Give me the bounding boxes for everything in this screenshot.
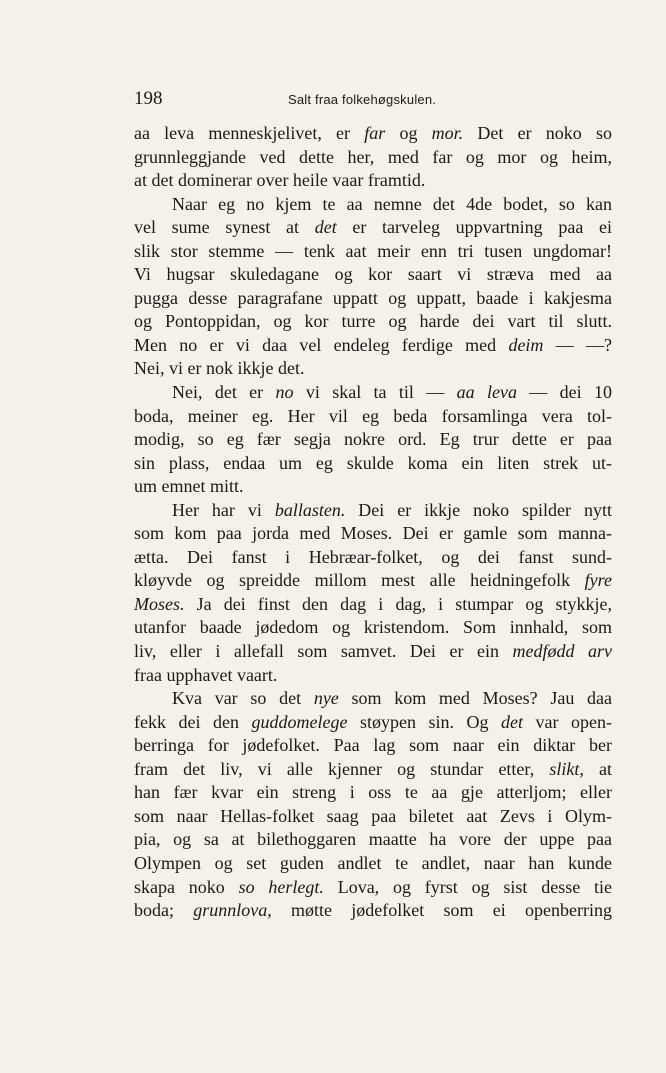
body-text xyxy=(134,122,612,923)
text-segment: Her har vi xyxy=(172,499,275,520)
text-segment: slik stor stemme — tenk aat meir enn tri tusen ungdomar! xyxy=(134,240,612,261)
italic-text: medfødd arv xyxy=(512,641,612,662)
text-segment: — —? xyxy=(543,334,612,355)
text-segment: kløyvde og spreidde millom mest alle heidningefolk xyxy=(134,570,585,591)
running-title: Salt fraa folkehøgskulen. xyxy=(288,92,437,107)
text-segment: berringa for jødefolket. Paa lag som naar ein diktar ber xyxy=(134,735,612,756)
text-line xyxy=(134,310,612,334)
text-line xyxy=(134,287,612,311)
italic-text: deim xyxy=(508,334,544,355)
text-segment: Nei, det er xyxy=(172,382,276,403)
text-segment: møtte jødefolket som ei openberring xyxy=(271,900,612,921)
text-line xyxy=(134,216,612,240)
text-line xyxy=(134,781,612,805)
text-segment: ætta. Dei fanst i Hebræar-folket, og dei fanst sund- xyxy=(134,546,612,567)
text-segment: boda; xyxy=(134,900,194,921)
page-header xyxy=(134,88,614,114)
text-segment: at xyxy=(583,758,612,779)
text-line xyxy=(134,334,612,358)
text-segment: vel sume synest at xyxy=(134,217,315,238)
text-segment: og xyxy=(385,123,432,143)
text-line xyxy=(134,805,612,829)
text-line xyxy=(134,428,612,452)
text-segment: Naar eg no kjem te aa nemne det 4de bodet, so kan xyxy=(172,193,612,214)
italic-text: nye xyxy=(313,688,339,709)
text-segment: fekk dei den xyxy=(134,711,252,732)
text-segment: Kva var so det xyxy=(172,688,314,709)
text-line xyxy=(134,640,612,664)
text-line xyxy=(134,193,612,217)
text-segment: Det er noko so xyxy=(463,123,612,143)
italic-text: mor. xyxy=(431,123,464,143)
text-line xyxy=(134,240,612,264)
text-line xyxy=(134,664,612,688)
text-segment: var open- xyxy=(523,711,613,732)
text-line xyxy=(134,146,612,170)
page-number: 198 xyxy=(134,88,163,109)
text-segment: modig, so eg fær segja nokre ord. Eg trur dette er paa xyxy=(134,429,612,450)
italic-text: so herlegt. xyxy=(238,876,324,897)
text-segment: aa leva menneskjelivet, er xyxy=(134,123,365,143)
text-segment: — dei 10 xyxy=(516,382,612,403)
italic-text: far xyxy=(364,123,386,143)
italic-text: Moses. xyxy=(134,593,185,614)
text-line xyxy=(134,499,612,523)
text-line xyxy=(134,405,612,429)
text-segment: som kom paa jorda med Moses. Dei er gamle som manna- xyxy=(134,523,612,544)
text-segment: pugga desse paragrafane uppatt og uppatt, baade i kakjesma xyxy=(134,287,612,308)
italic-text: guddomelege xyxy=(251,711,348,732)
text-segment: som kom med Moses? Jau daa xyxy=(338,688,613,709)
text-segment: skapa noko xyxy=(134,876,239,897)
text-line xyxy=(134,475,612,499)
text-segment: um emnet mitt. xyxy=(134,476,244,497)
text-line xyxy=(134,263,612,287)
text-line xyxy=(134,734,612,758)
italic-text: no xyxy=(275,382,294,403)
text-segment: sin plass, endaa um eg skulde koma ein liten strek ut- xyxy=(134,452,612,473)
text-segment: Olympen og set guden andlet te andlet, naar han kunde xyxy=(134,852,612,873)
text-line xyxy=(134,852,612,876)
text-segment: og Pontoppidan, og kor turre og harde dei vart til slutt. xyxy=(134,311,612,332)
text-segment: Ja dei finst den dag i dag, i stumpar og stykkje, xyxy=(184,593,612,614)
text-segment: Dei er ikkje noko spilder nytt xyxy=(345,499,612,520)
text-line xyxy=(134,169,612,193)
text-line xyxy=(134,711,612,735)
text-line xyxy=(134,546,612,570)
text-segment: utanfor baade jødedom og kristendom. Som innhald, som xyxy=(134,617,612,638)
text-line xyxy=(134,452,612,476)
text-segment: som naar Hellas-folket saag paa biletet aat Zevs i Olym- xyxy=(134,805,612,826)
text-segment: at det dominerar over heile vaar framtid. xyxy=(134,170,426,191)
text-segment: boda, meiner eg. Her vil eg beda forsamlinga vera tol- xyxy=(134,405,612,426)
text-segment: fram det liv, vi alle kjenner og stundar etter, xyxy=(134,758,550,779)
italic-text: grunnlova, xyxy=(193,900,272,921)
text-line xyxy=(134,687,612,711)
italic-text: det xyxy=(314,217,337,238)
text-line xyxy=(134,522,612,546)
text-segment: Nei, vi er nok ikkje det. xyxy=(134,358,305,379)
text-line xyxy=(134,569,612,593)
text-segment: grunnleggjande ved dette her, med far og mor og heim, xyxy=(134,146,612,167)
text-line xyxy=(134,828,612,852)
text-segment: Men no er vi daa vel endeleg ferdige med xyxy=(134,334,509,355)
italic-text: aa leva xyxy=(456,382,517,403)
text-segment: Lova, og fyrst og sist desse tie xyxy=(323,876,612,897)
text-segment: er tarveleg uppvartning paa ei xyxy=(336,217,612,238)
text-segment: støypen sin. Og xyxy=(347,711,502,732)
text-line xyxy=(134,899,612,923)
italic-text: fyre xyxy=(584,570,612,591)
text-line xyxy=(134,876,612,900)
text-segment: Vi hugsar skuledagane og kor saart vi stræva med aa xyxy=(134,264,612,285)
text-line xyxy=(134,758,612,782)
text-line xyxy=(134,122,612,146)
text-segment: han fær kvar ein streng i oss te aa gje atterljom; eller xyxy=(134,782,612,803)
text-line xyxy=(134,616,612,640)
italic-text: slikt, xyxy=(549,758,584,779)
text-line xyxy=(134,357,612,381)
text-segment: pia, og sa at bilethoggaren maatte ha vore der uppe paa xyxy=(134,829,612,850)
text-segment: vi skal ta til — xyxy=(293,382,457,403)
text-segment: fraa upphavet vaart. xyxy=(134,664,278,685)
text-line xyxy=(134,381,612,405)
italic-text: ballasten. xyxy=(274,499,346,520)
italic-text: det xyxy=(501,711,524,732)
text-segment: liv, eller i allefall som samvet. Dei er ein xyxy=(134,641,513,662)
text-line xyxy=(134,593,612,617)
